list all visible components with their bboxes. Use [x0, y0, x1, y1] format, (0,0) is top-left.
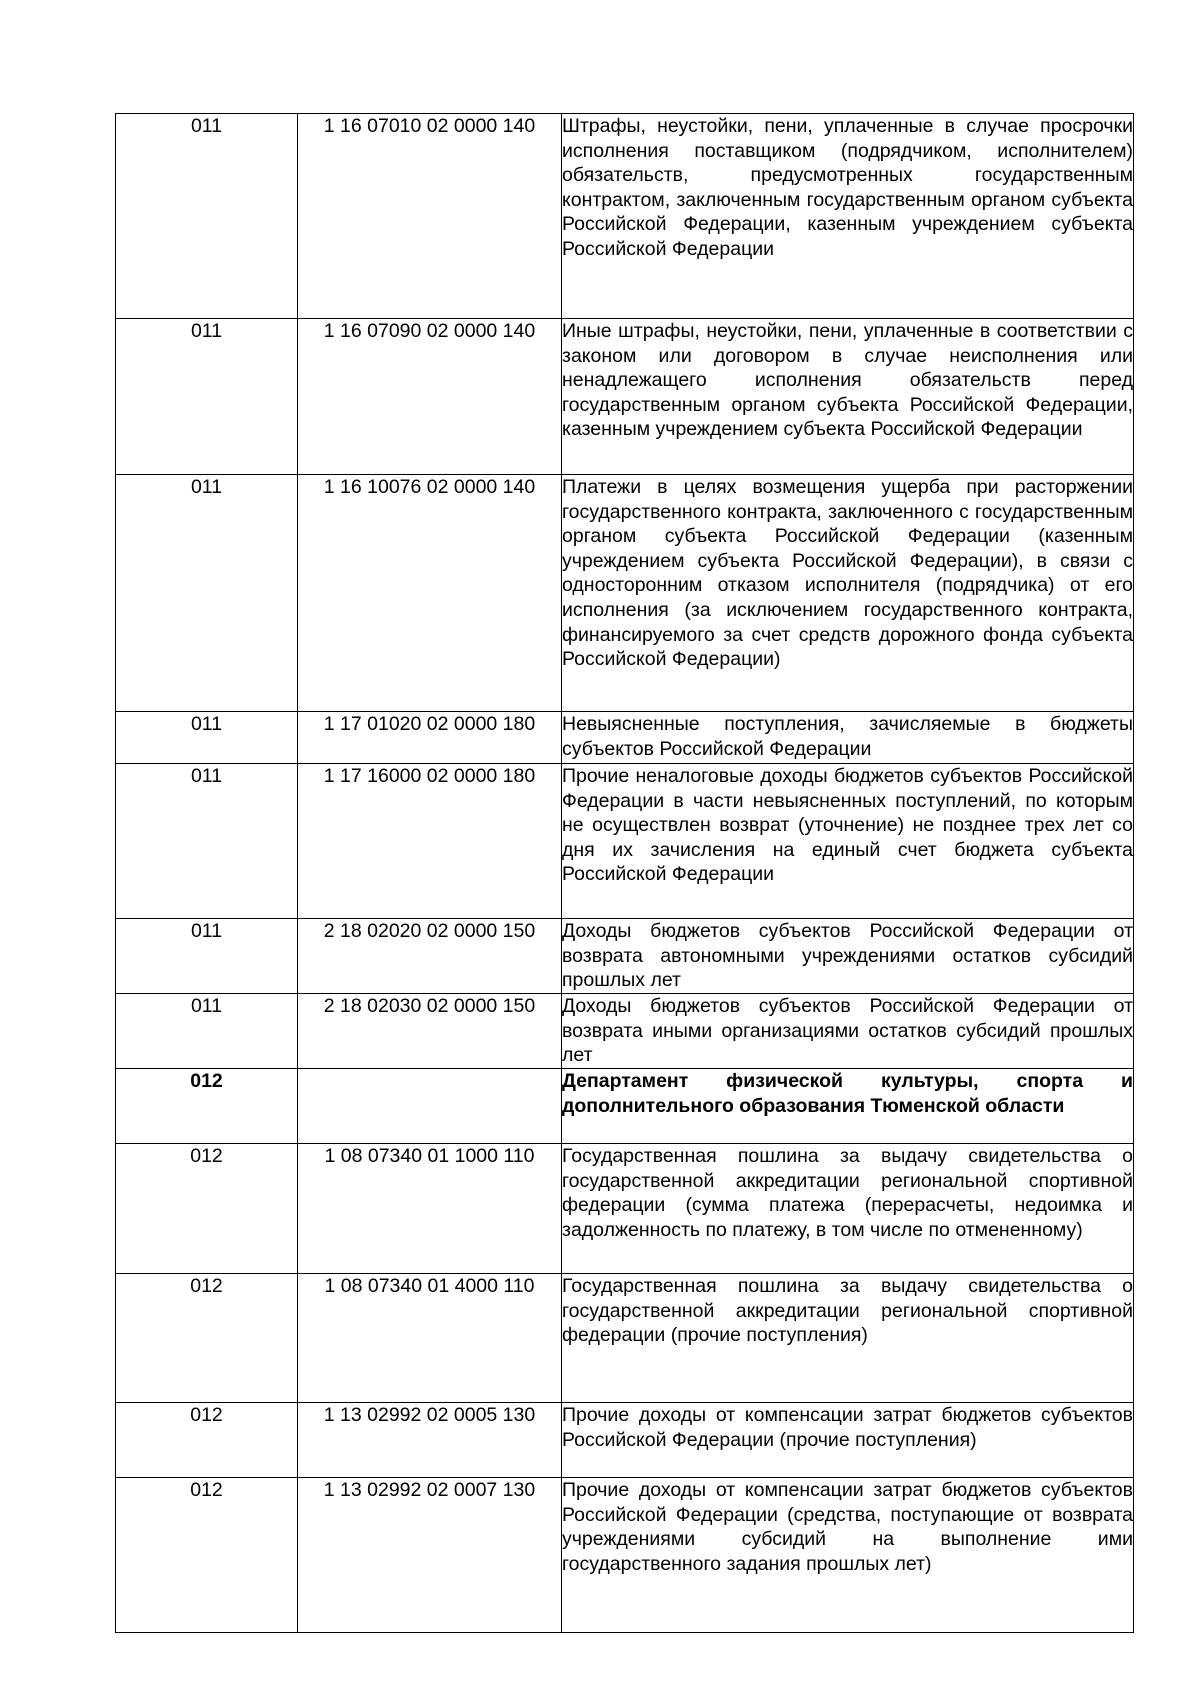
- department-header-row: [116, 1069, 1134, 1144]
- revenue-name-cell: Государственная пошлина за выдачу свидетельства о государственной аккредитации региональной спортивной федерации (сумма платежа (перерасчеты, недоимка и задолженность по платежу, в том числе по отмененному): [562, 1144, 1134, 1274]
- administrator-code-cell: 011: [116, 319, 298, 475]
- table-row: [116, 994, 1134, 1069]
- administrator-code-cell: 012: [116, 1069, 298, 1144]
- administrator-code-cell: 012: [116, 1478, 298, 1633]
- table-row: [116, 114, 1134, 319]
- administrator-code-cell: 012: [116, 1274, 298, 1403]
- revenue-name-cell: Платежи в целях возмещения ущерба при расторжении государственного контракта, заключенного с государственным органом субъекта Российской Федерации (казенным учреждением субъекта Российской Федерации), в связи с односторонним отказом исполнителя (подрядчика) от его исполнения (за исключением государственного контракта, финансируемого за счет средств дорожного фонда субъекта Российской Федерации): [562, 475, 1134, 712]
- administrator-code-cell: 012: [116, 1403, 298, 1478]
- revenue-name-cell: Иные штрафы, неустойки, пени, уплаченные в соответствии с законом или договором в случае неисполнения или ненадлежащего исполнения обязательств перед государственным органом субъекта Российской Федерации, казенным учреждением субъекта Российской Федерации: [562, 319, 1134, 475]
- table-row: [116, 764, 1134, 919]
- table-row: [116, 712, 1134, 764]
- budget-classification-code-cell: [298, 1069, 562, 1144]
- table-row: [116, 319, 1134, 475]
- budget-classification-code-cell: 1 13 02992 02 0005 130: [298, 1403, 562, 1478]
- table-row: [116, 919, 1134, 994]
- revenue-name-cell: Невыясненные поступления, зачисляемые в бюджеты субъектов Российской Федерации: [562, 712, 1134, 764]
- budget-classification-code-cell: 1 08 07340 01 1000 110: [298, 1144, 562, 1274]
- budget-classification-code-cell: 1 16 07010 02 0000 140: [298, 114, 562, 319]
- administrator-code-cell: 011: [116, 764, 298, 919]
- budget-classification-code-cell: 2 18 02030 02 0000 150: [298, 994, 562, 1069]
- table-row: [116, 1478, 1134, 1633]
- revenue-name-cell: Доходы бюджетов субъектов Российской Федерации от возврата иными организациями остатков субсидий прошлых лет: [562, 994, 1134, 1069]
- budget-classification-code-cell: 1 08 07340 01 4000 110: [298, 1274, 562, 1403]
- revenue-name-cell: Прочие доходы от компенсации затрат бюджетов субъектов Российской Федерации (прочие поступления): [562, 1403, 1134, 1478]
- budget-classification-code-cell: 2 18 02020 02 0000 150: [298, 919, 562, 994]
- budget-classification-code-cell: 1 17 16000 02 0000 180: [298, 764, 562, 919]
- budget-classification-code-cell: 1 13 02992 02 0007 130: [298, 1478, 562, 1633]
- administrator-code-cell: 012: [116, 1144, 298, 1274]
- administrator-code-cell: 011: [116, 475, 298, 712]
- department-name-cell: Департамент физической культуры, спорта и дополнительного образования Тюменской области: [562, 1069, 1134, 1144]
- table-row: [116, 1144, 1134, 1274]
- revenue-name-cell: Доходы бюджетов субъектов Российской Федерации от возврата автономными учреждениями остатков субсидий прошлых лет: [562, 919, 1134, 994]
- revenue-name-cell: Прочие доходы от компенсации затрат бюджетов субъектов Российской Федерации (средства, поступающие от возврата учреждениями субсидий на выполнение ими государственного задания прошлых лет): [562, 1478, 1134, 1633]
- table-row: [116, 1274, 1134, 1403]
- revenue-name-cell: Прочие неналоговые доходы бюджетов субъектов Российской Федерации в части невыясненных поступлений, по которым не осуществлен возврат (уточнение) не позднее трех лет со дня их зачисления на единый счет бюджета субъекта Российской Федерации: [562, 764, 1134, 919]
- budget-classification-code-cell: 1 16 10076 02 0000 140: [298, 475, 562, 712]
- table-row: [116, 1403, 1134, 1478]
- budget-classification-code-cell: 1 17 01020 02 0000 180: [298, 712, 562, 764]
- revenue-name-cell: Штрафы, неустойки, пени, уплаченные в случае просрочки исполнения поставщиком (подрядчиком, исполнителем) обязательств, предусмотренных государственным контрактом, заключенным государственным органом субъекта Российской Федерации, казенным учреждением субъекта Российской Федерации: [562, 114, 1134, 319]
- administrator-code-cell: 011: [116, 712, 298, 764]
- administrator-code-cell: 011: [116, 994, 298, 1069]
- revenue-codes-table: [115, 113, 1134, 1633]
- budget-classification-code-cell: 1 16 07090 02 0000 140: [298, 319, 562, 475]
- revenue-name-cell: Государственная пошлина за выдачу свидетельства о государственной аккредитации региональной спортивной федерации (прочие поступления): [562, 1274, 1134, 1403]
- administrator-code-cell: 011: [116, 919, 298, 994]
- administrator-code-cell: 011: [116, 114, 298, 319]
- table-row: [116, 475, 1134, 712]
